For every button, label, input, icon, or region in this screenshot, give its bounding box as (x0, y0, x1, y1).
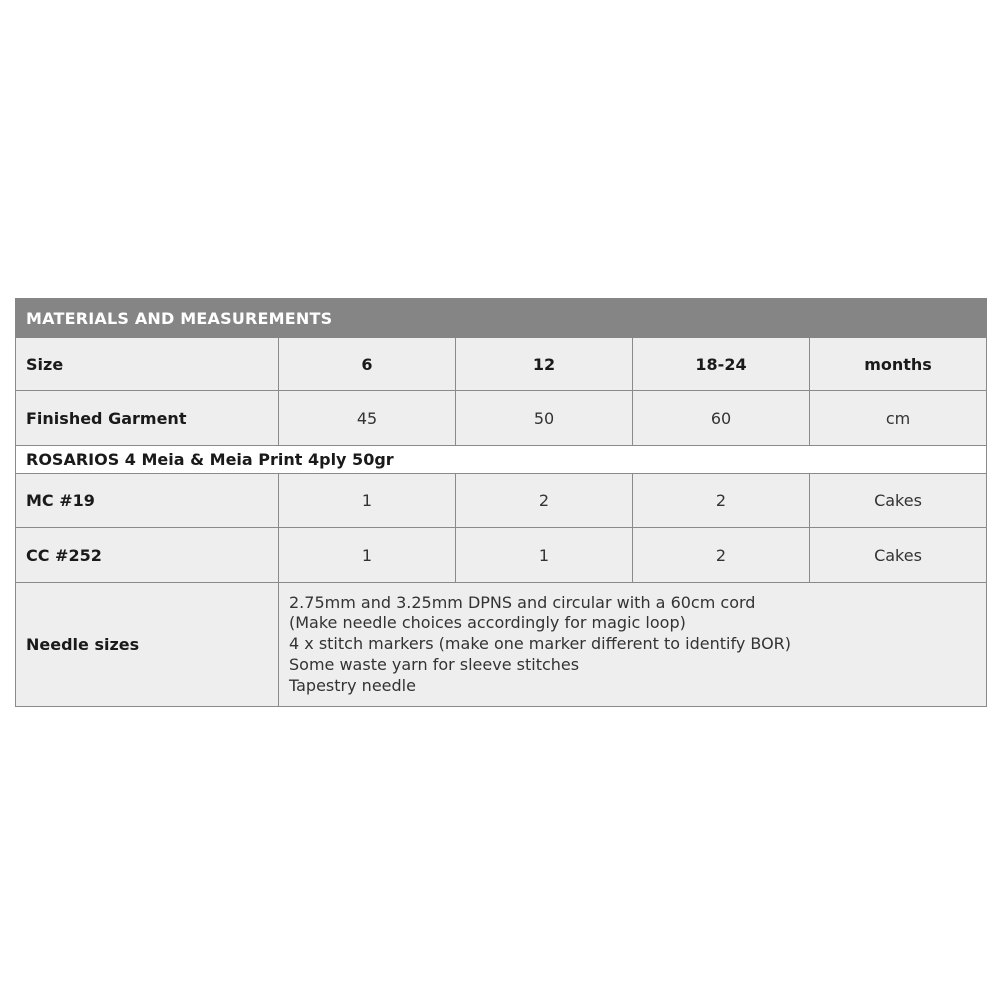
size-label: Size (16, 338, 279, 391)
needle-line-5: Tapestry needle (289, 675, 416, 695)
table-title-row (16, 299, 987, 338)
garment-value-1: 45 (279, 391, 456, 446)
cc-value-1: 1 (279, 528, 456, 583)
cc-unit: Cakes (810, 528, 987, 583)
garment-value-2: 50 (456, 391, 633, 446)
needle-line-1: 2.75mm and 3.25mm DPNS and circular with a 60cm cord (289, 592, 756, 612)
table-title: MATERIALS AND MEASUREMENTS (16, 299, 987, 338)
size-value-2: 12 (456, 338, 633, 391)
needle-sizes-label: Needle sizes (16, 583, 279, 707)
materials-table (15, 298, 987, 707)
size-unit: months (810, 338, 987, 391)
finished-garment-row (16, 391, 987, 446)
cc-value-3: 2 (633, 528, 810, 583)
cc-value-2: 1 (456, 528, 633, 583)
needle-line-3: 4 x stitch markers (make one marker different to identify BOR) (289, 634, 792, 654)
mc-value-1: 1 (279, 474, 456, 528)
needle-line-4: Some waste yarn for sleeve stitches (289, 654, 580, 674)
mc-row (16, 474, 987, 528)
mc-value-2: 2 (456, 474, 633, 528)
needle-sizes-row (16, 583, 987, 707)
garment-value-3: 60 (633, 391, 810, 446)
finished-garment-label: Finished Garment (16, 391, 279, 446)
mc-unit: Cakes (810, 474, 987, 528)
mc-label: MC #19 (16, 474, 279, 528)
cc-label: CC #252 (16, 528, 279, 583)
cc-row (16, 528, 987, 583)
size-value-3: 18-24 (633, 338, 810, 391)
needle-sizes-list (279, 583, 987, 707)
yarn-heading: ROSARIOS 4 Meia & Meia Print 4ply 50gr (16, 446, 987, 474)
size-row (16, 338, 987, 391)
yarn-heading-row (16, 446, 987, 474)
size-value-1: 6 (279, 338, 456, 391)
garment-unit: cm (810, 391, 987, 446)
needle-line-2: (Make needle choices accordingly for magic loop) (289, 613, 686, 633)
mc-value-3: 2 (633, 474, 810, 528)
